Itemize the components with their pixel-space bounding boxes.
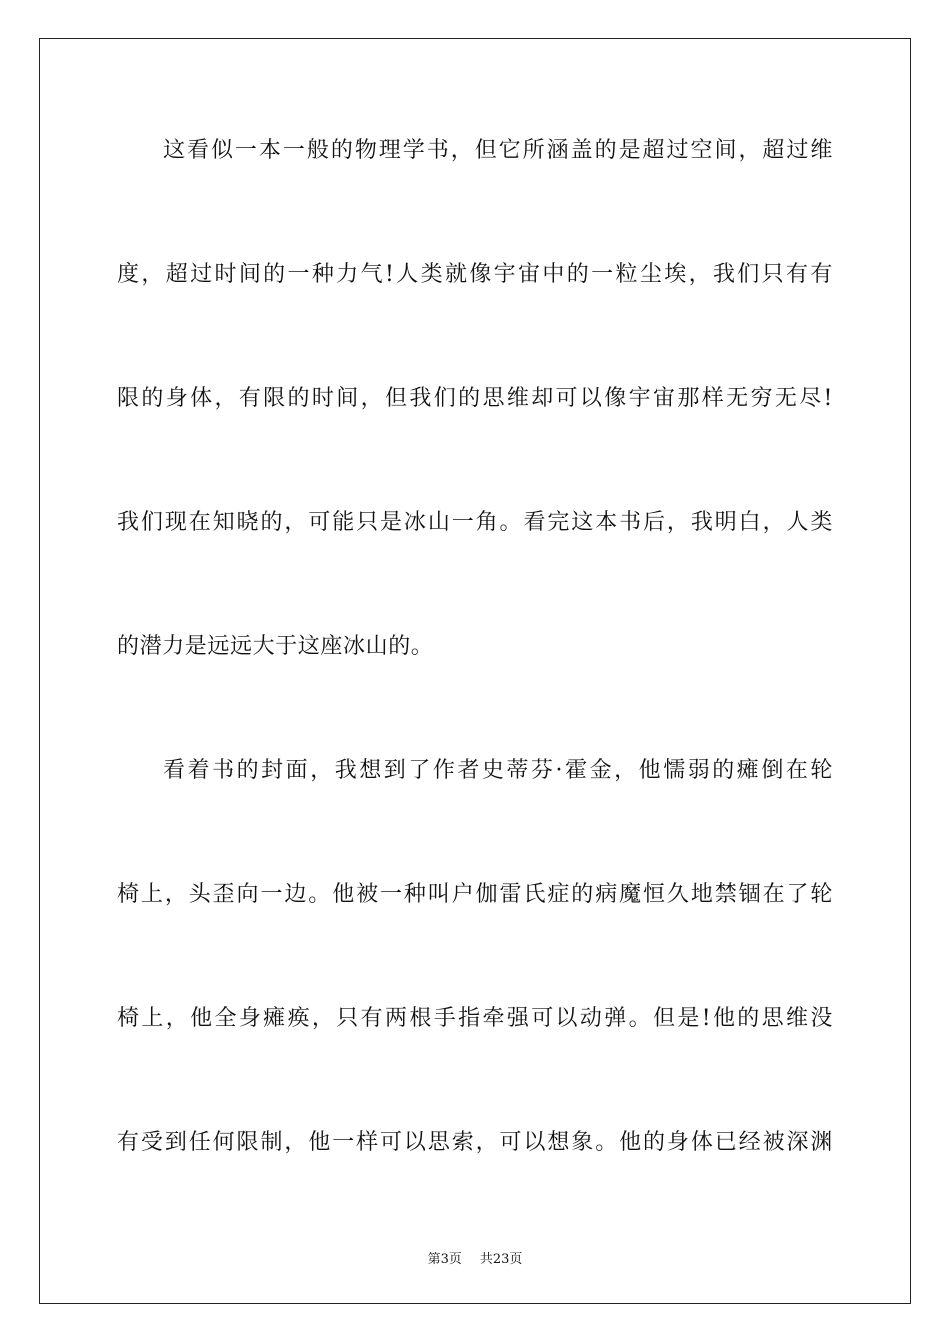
paragraph-2-line-1: 看着书的封面，我想到了作者史蒂芬·霍金，他懦弱的瘫倒在轮 <box>163 758 833 783</box>
page-number: 第3页 <box>427 1252 462 1267</box>
paragraph-2-line-4: 有受到任何限制，他一样可以思索，可以想象。他的身体已经被深渊 <box>117 1130 833 1155</box>
paragraph-1-line-5: 的潜力是远远大于这座冰山的。 <box>117 634 434 659</box>
paragraph-2-line-3: 椅上，他全身瘫痪，只有两根手指牵强可以动弹。但是!他的思维没 <box>117 1006 833 1031</box>
paragraph-1-line-2: 度，超过时间的一种力气!人类就像宇宙中的一粒尘埃，我们只有有 <box>117 262 833 287</box>
paragraph-1-line-4: 我们现在知晓的，可能只是冰山一角。看完这本书后，我明白，人类 <box>117 510 833 535</box>
page-footer <box>0 1248 950 1267</box>
paragraph-1-line-3: 限的身体，有限的时间，但我们的思维却可以像宇宙那样无穷无尽! <box>117 386 833 411</box>
paragraph-2-line-2: 椅上，头歪向一边。他被一种叫户伽雷氏症的病魔恒久地禁锢在了轮 <box>117 882 833 907</box>
page-border <box>39 38 911 1304</box>
paragraph-1-line-1: 这看似一本一般的物理学书，但它所涵盖的是超过空间，超过维 <box>163 138 833 163</box>
total-pages: 共23页 <box>479 1252 523 1267</box>
